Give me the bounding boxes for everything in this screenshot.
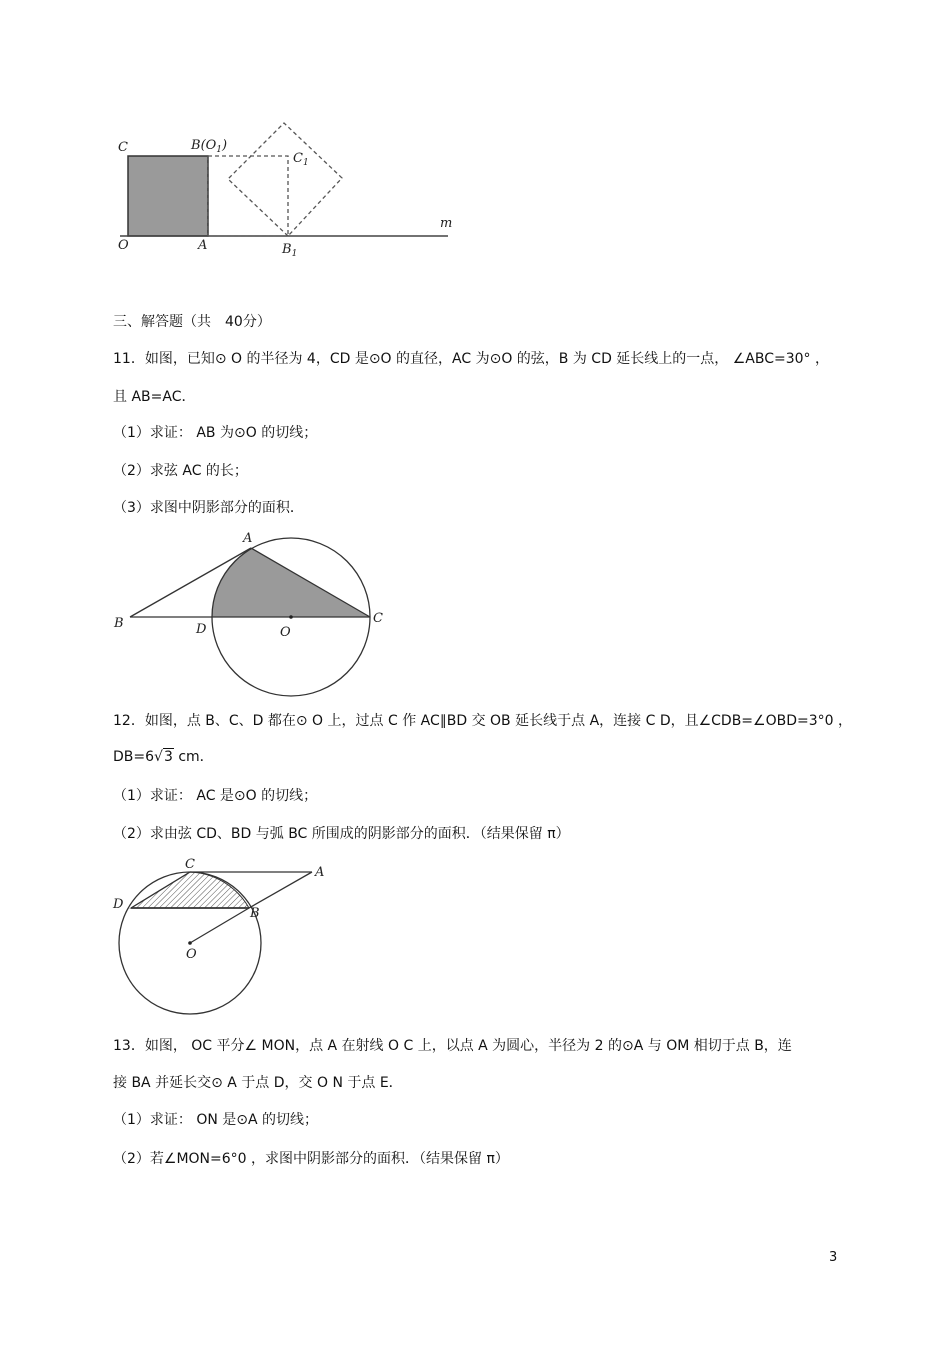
q12-part2: （2）求由弦 CD、BD 与弧 BC 所围成的阴影部分的面积．（结果保留 π）	[113, 826, 570, 842]
label-d: D	[113, 897, 124, 912]
q13-part1: （1）求证： ON 是⊙A 的切线；	[113, 1112, 319, 1128]
label-o: O	[186, 947, 197, 962]
label-c: C	[118, 140, 128, 155]
label-b: B	[114, 616, 124, 631]
figure-q11	[110, 528, 400, 698]
q12-line1: 12．如图，点 B、C、D 都在⊙ O 上，过点 C 作 AC∥BD 交 OB 延长线于点 A，连接 C D，且∠CDB=∠OBD=3°0 ，	[113, 713, 852, 729]
shaded-region	[212, 548, 370, 617]
shaded-square	[128, 156, 208, 236]
q13-line1: 13．如图， OC 平分∠ MON，点 A 在射线 O C 上，以点 A 为圆心，半径为 2 的⊙A 与 OM 相切于点 B，连	[113, 1038, 792, 1054]
q12-db-suffix: cm．	[173, 749, 214, 765]
q12-part1: （1）求证： AC 是⊙O 的切线；	[113, 788, 318, 804]
figure-q12	[110, 855, 340, 1020]
q13-line2: 接 BA 并延长交⊙ A 于点 D，交 O N 于点 E．	[113, 1075, 403, 1091]
label-c: C	[373, 611, 383, 626]
center-point	[289, 615, 293, 619]
line-ba	[249, 872, 312, 908]
q11-line2: 且 AB=AC．	[113, 389, 196, 405]
label-c1: $C_1$	[293, 151, 309, 168]
label-b-o1: $B(O_1)$	[191, 138, 228, 155]
label-d: D	[196, 622, 207, 637]
label-o: O	[118, 238, 129, 253]
q11-part2: （2）求弦 AC 的长；	[113, 463, 248, 479]
label-b1: $B_1$	[282, 242, 298, 259]
q11-part3: （3）求图中阴影部分的面积．	[113, 500, 304, 516]
dashed-rotated-square	[228, 123, 342, 236]
label-m: m	[440, 216, 453, 231]
hatched-region	[131, 872, 249, 908]
q11-line1: 11．如图，已知⊙ O 的半径为 4，CD 是⊙O 的直径，AC 为⊙O 的弦，B 为 CD 延长线上的一点， ∠ABC=30° ，	[113, 351, 830, 367]
q12-db-prefix: DB=	[113, 749, 146, 765]
label-a: A	[198, 238, 208, 253]
q12-db-coef: 6	[145, 749, 155, 765]
label-a: A	[315, 865, 325, 880]
label-a: A	[243, 531, 253, 546]
q12-line2	[113, 748, 214, 766]
section-title: 三、解答题（共 40分）	[113, 314, 271, 330]
q13-part2: （2）若∠MON=6°0 ，求图中阴影部分的面积．（结果保留 π）	[113, 1151, 509, 1167]
q12-db-radicand: 3	[163, 749, 173, 765]
label-b: B	[250, 906, 260, 921]
sqrt-symbol: √3	[154, 749, 173, 765]
center-point	[188, 941, 192, 945]
figure-square-rolling	[110, 115, 470, 265]
q11-part1: （1）求证： AB 为⊙O 的切线；	[113, 425, 318, 441]
page-number: 3	[829, 1250, 838, 1265]
line-ob	[190, 908, 249, 943]
label-c: C	[185, 857, 195, 872]
label-o: O	[280, 625, 291, 640]
